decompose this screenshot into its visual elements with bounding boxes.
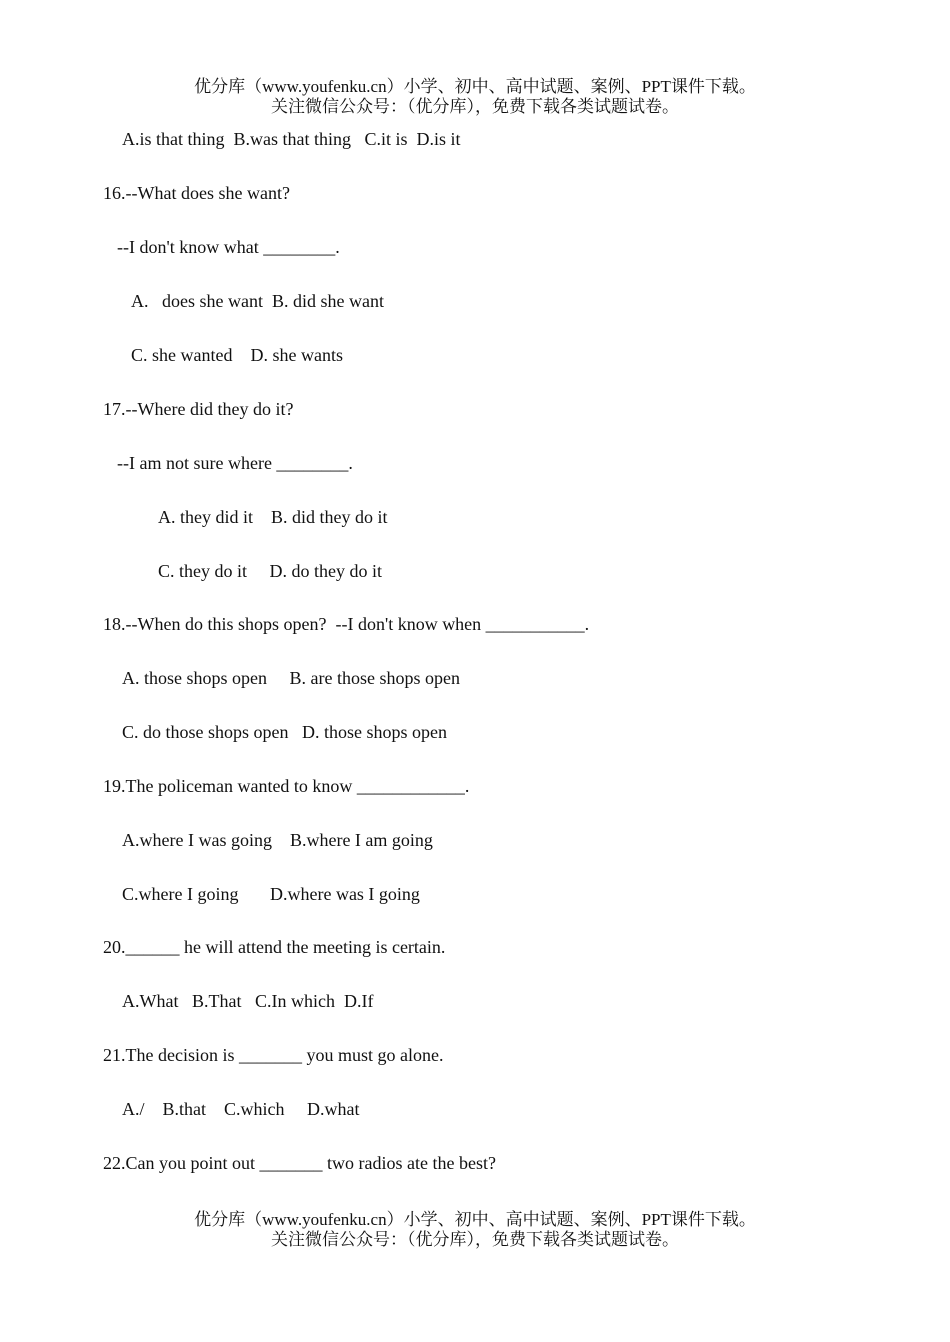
q19-options-ab: A.where I was going B.where I am going bbox=[122, 830, 433, 850]
q18-stem: 18.--When do this shops open? --I don't know when ___________. bbox=[103, 614, 590, 634]
q21-options: A./ B.that C.which D.what bbox=[122, 1099, 360, 1119]
q15-options: A.is that thing B.was that thing C.it is D.is it bbox=[122, 129, 461, 149]
q18-options-cd: C. do those shops open D. those shops open bbox=[122, 722, 447, 742]
q18-options-ab: A. those shops open B. are those shops open bbox=[122, 668, 460, 688]
page-header bbox=[0, 77, 950, 117]
q17-reply: --I am not sure where ________. bbox=[117, 453, 353, 473]
q20-options: A.What B.That C.In which D.If bbox=[122, 991, 374, 1011]
q17-options-ab: A. they did it B. did they do it bbox=[158, 507, 388, 527]
q16-reply: --I don't know what ________. bbox=[117, 237, 340, 257]
q19-stem: 19.The policeman wanted to know ____________. bbox=[103, 776, 470, 796]
footer-line-1: 优分库（www.youfenku.cn）小学、初中、高中试题、案例、PPT课件下载。 bbox=[194, 1210, 756, 1229]
page-footer bbox=[0, 1210, 950, 1250]
footer-line-2: 关注微信公众号：（优分库），免费下载各类试题试卷。 bbox=[271, 1230, 679, 1249]
header-line-2: 关注微信公众号：（优分库），免费下载各类试题试卷。 bbox=[271, 97, 679, 116]
q21-stem: 21.The decision is _______ you must go alone. bbox=[103, 1045, 444, 1065]
q16-options-ab: A. does she want B. did she want bbox=[131, 291, 384, 311]
header-line-1: 优分库（www.youfenku.cn）小学、初中、高中试题、案例、PPT课件下载。 bbox=[194, 77, 756, 96]
q16-stem: 16.--What does she want? bbox=[103, 183, 290, 203]
q17-options-cd: C. they do it D. do they do it bbox=[158, 561, 382, 581]
q16-options-cd: C. she wanted D. she wants bbox=[131, 345, 343, 365]
q20-stem: 20.______ he will attend the meeting is certain. bbox=[103, 937, 446, 957]
q22-stem: 22.Can you point out _______ two radios ate the best? bbox=[103, 1153, 496, 1173]
q17-stem: 17.--Where did they do it? bbox=[103, 399, 294, 419]
q19-options-cd: C.where I going D.where was I going bbox=[122, 884, 420, 904]
